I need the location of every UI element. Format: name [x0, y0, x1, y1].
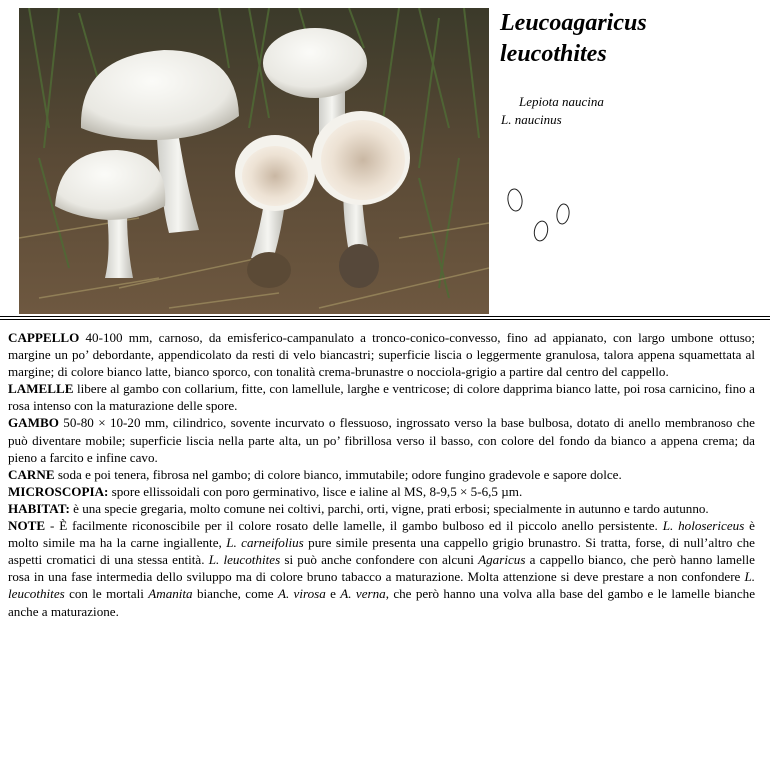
title-species: leucothites — [500, 41, 607, 67]
paragraph-cappello: CAPPELLO 40-100 mm, carnoso, da emisferico-campanulato a tronco-conico-convesso, fino ad appianato, con largo umbone ottuso; margine un po’ debordante, appendicolato da resti di velo biancastri; superficie liscia o leggermente granulosa, talora appena squamettata al margine; di colore bianco latte, bianco sporco, con tonalità crema-brunastre o nocciola-grigio a partire dal centro del cappello. — [8, 330, 755, 380]
label-microscopia: MICROSCOPIA: — [8, 483, 109, 499]
label-habitat: HABITAT: — [8, 500, 70, 516]
spore-drawing — [505, 183, 580, 248]
mushroom-photo — [19, 8, 489, 314]
species-title — [500, 8, 647, 70]
title-genus: Leucoagaricus — [500, 10, 647, 36]
label-cappello: CAPPELLO — [8, 330, 80, 345]
spore-shape — [507, 188, 524, 212]
paragraph-note: NOTE - È facilmente riconoscibile per il colore rosato delle lamelle, il gambo bulboso ed il piccolo anello persistente. L. holosericeus è molto simile ma ha la carne ingiallente, L. carneifolius pure simile presenta una cappello grigio brunastro. Si tratta, forse, di null’altro che aspetti cromatici di una stessa entità. L. leucothites si può anche confondere con alcuni Agaricus a cappello bianco, che però hanno lamelle rosa in una fase intermedia dello sviluppo ma di colore bruno tabacco a maturazione. Molta attenzione si deve prestare a non confondere L. leucothites con le mortali Amanita bianche, come A. virosa e A. verna, che però hanno una volva alla base del gambo e le lamelle bianche anche a maturazione. — [8, 518, 756, 619]
paragraph-gambo: GAMBO 50-80 × 10-20 mm, cilindrico, sovente incurvato o flessuoso, ingrossato verso la base bulbosa, dotato di anello membranoso che può diventare mobile; superficie liscia nella parte alta, un po’ fibrillosa verso il basso, con colore del fondo da bianco a appena crema; da pieno a farcito e infine cavo. — [8, 415, 755, 465]
paragraph-habitat: HABITAT: è una specie gregaria, molto comune nei coltivi, parchi, orti, vigne, prati erbosi; specialmente in autunno e tardo autunno. — [8, 500, 709, 516]
label-carne: CARNE — [8, 466, 55, 482]
spore-shape — [556, 203, 571, 224]
paragraph-lamelle: LAMELLE libere al gambo con collarium, fitte, con lamellule, larghe e ventricose; di colore dapprima bianco latte, poi rosa carnicino, fino a rosa intenso con la maturazione delle spore. — [8, 381, 755, 414]
section-divider — [0, 319, 770, 320]
synonym-item: L. naucinus — [501, 112, 562, 127]
spore-shape — [533, 220, 550, 242]
label-gambo: GAMBO — [8, 415, 59, 431]
paragraph-carne: CARNE soda e poi tenera, fibrosa nel gambo; di colore bianco, immutabile; odore fungino gradevole e sapore dolce. — [8, 466, 622, 482]
paragraph-microscopia: MICROSCOPIA: spore ellissoidali con poro germinativo, lisce e ialine al MS, 8-9,5 × 5-6,5 µm. — [8, 483, 523, 499]
label-note: NOTE — [8, 518, 46, 534]
description-body — [8, 329, 755, 620]
synonym-item: Lepiota naucina — [519, 94, 604, 109]
label-lamelle: LAMELLE — [8, 381, 74, 397]
synonym-list — [501, 93, 604, 129]
section-divider — [0, 316, 770, 317]
